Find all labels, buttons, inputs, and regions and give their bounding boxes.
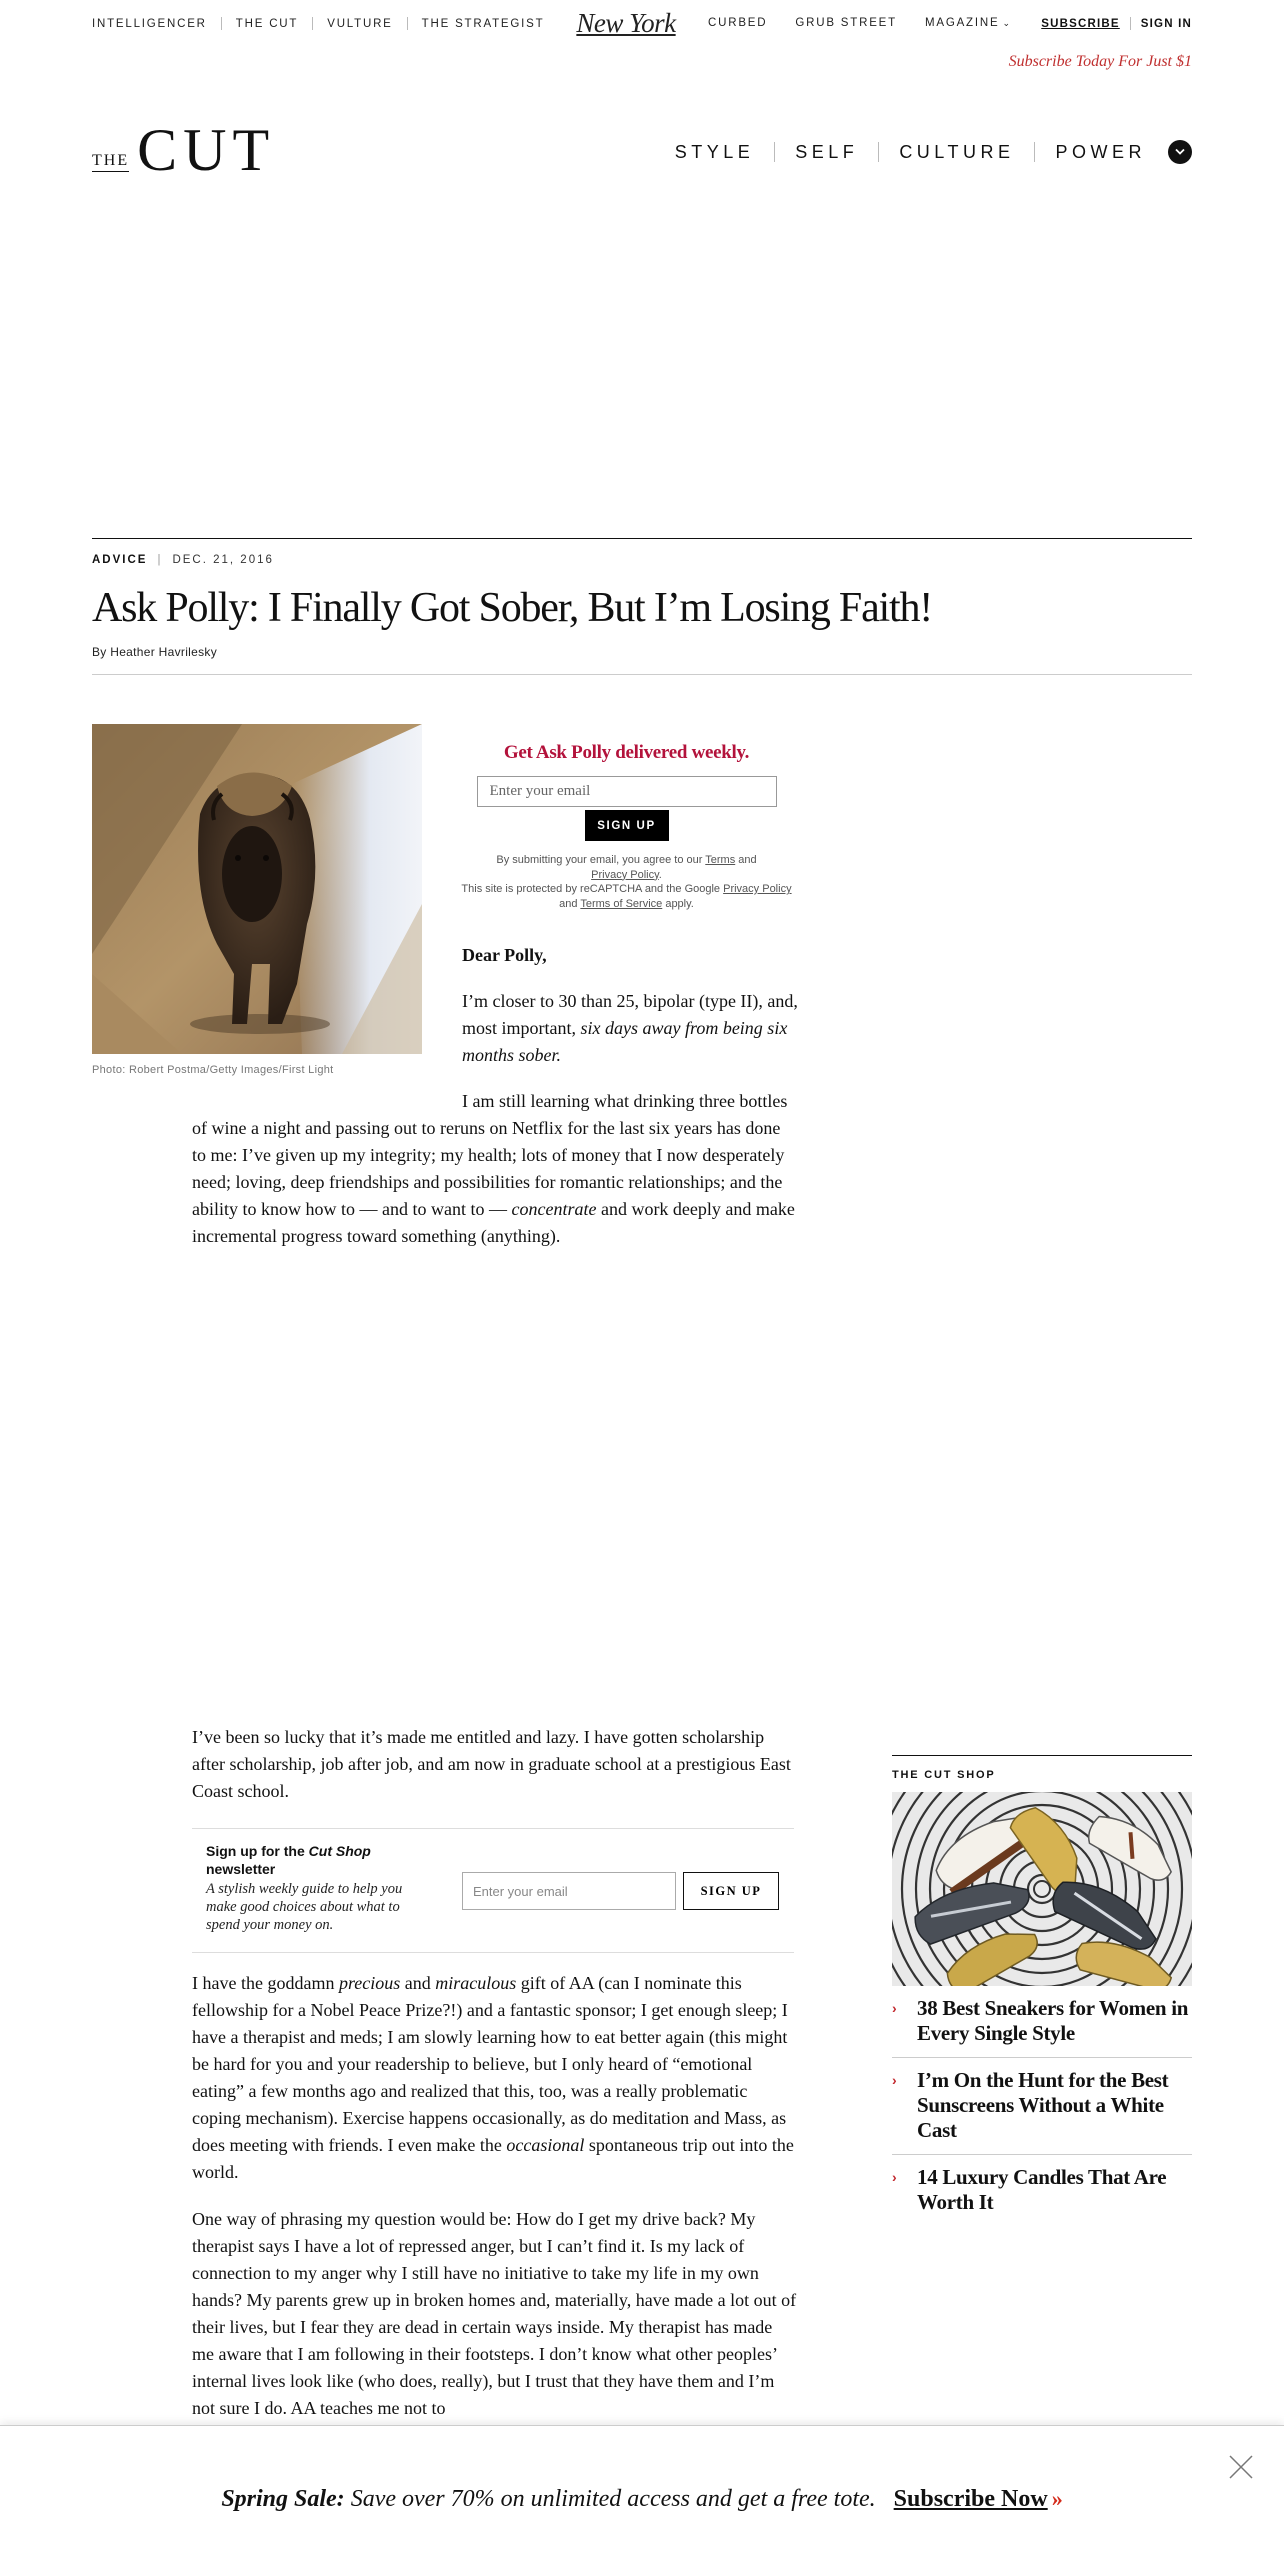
emphasis: precious <box>338 1973 401 1993</box>
legal-text: . <box>658 868 662 881</box>
logo-the: THE <box>92 152 129 172</box>
lead-image-bison <box>92 724 422 1054</box>
shop-item-title: I’m On the Hunt for the Best Sunscreens Without a White Cast <box>917 2068 1169 2142</box>
network-link-the-cut[interactable]: THE CUT <box>235 17 299 30</box>
offer-text: Save over 70% on unlimited access and get a free tote. <box>350 2486 876 2512</box>
subscribe-promo-link[interactable]: Subscribe Today For Just $1 <box>1008 53 1192 70</box>
text-run: and <box>400 1973 436 1993</box>
divider: | <box>157 554 163 566</box>
close-icon[interactable] <box>1228 2454 1254 2480</box>
network-link-curbed[interactable]: CURBED <box>708 17 768 29</box>
body-paragraph <box>462 988 798 1069</box>
double-arrow-icon: » <box>1051 2486 1063 2511</box>
emphasis: occasional <box>506 2135 585 2155</box>
article-kicker <box>92 554 274 566</box>
title-text: newsletter <box>206 1861 276 1877</box>
the-cut-logo[interactable] <box>92 117 276 183</box>
title-text: Sign up for the <box>206 1843 309 1859</box>
network-link-intelligencer[interactable]: INTELLIGENCER <box>92 17 207 30</box>
divider <box>221 17 222 30</box>
body-paragraph: One way of phrasing my question would be: How do I get my drive back? My therapist says I have a lot of repressed anger, but I can’t find it. Is my lack of connection to my anger why I still have no initiative to take my life in my own hands? My parents grew up in broken homes and, materially, have made a lot out of their lives, but I fear they are dead in certain ways inside. My therapist has made me aware that I am following in their footsteps. I don’t know what other peoples’ internal lives look like (who does, really), but I trust that they have them and I’m not sure I do. AA teaches me not to <box>192 2209 797 2418</box>
terms-link[interactable]: Terms <box>705 854 736 866</box>
shop-item-title: 14 Luxury Candles That Are Worth It <box>917 2165 1167 2214</box>
subscribe-now-link[interactable]: Subscribe Now <box>893 2486 1048 2512</box>
recaptcha-text: apply. <box>662 897 694 910</box>
masthead <box>92 117 1192 190</box>
google-privacy-link[interactable]: Privacy Policy <box>723 883 792 895</box>
legal-text: and <box>735 854 757 866</box>
text-run: spontaneous trip out into the world. <box>192 2135 794 2182</box>
divider <box>407 17 408 30</box>
photo-credit: Photo: Robert Postma/Getty Images/First Light <box>92 1064 334 1076</box>
cut-shop-sidebar <box>892 1755 1192 2226</box>
network-links-left <box>92 17 544 30</box>
polly-signup-button[interactable]: SIGN UP <box>585 810 669 841</box>
signup-title: Get Ask Polly delivered weekly. <box>503 742 750 763</box>
chevron-right-icon: › <box>892 2072 897 2088</box>
newsletter-description: A stylish weekly guide to help you make good choices about what to spend your money on. <box>206 1881 403 1933</box>
salutation: Dear Polly, <box>462 945 547 965</box>
divider <box>1034 142 1035 162</box>
article-date: DEC. 21, 2016 <box>172 554 274 566</box>
subscribe-link[interactable]: SUBSCRIBE <box>1041 17 1120 30</box>
sidebar-rule <box>892 1755 1192 1756</box>
google-terms-link[interactable]: Terms of Service <box>580 897 663 910</box>
chevron-right-icon: › <box>892 2000 897 2016</box>
body-paragraph: I’ve been so lucky that it’s made me entitled and lazy. I have gotten scholarship after scholarship, job after job, and am now in graduate school at a prestigious East Coast school. <box>192 1727 791 1801</box>
sidebar-label: THE CUT SHOP <box>892 1769 996 1781</box>
polly-email-input[interactable] <box>477 776 777 807</box>
nav-culture[interactable]: CULTURE <box>899 141 1015 162</box>
byline: By Heather Havrilesky <box>92 645 218 659</box>
sign-in-link[interactable]: SIGN IN <box>1140 17 1192 30</box>
network-link-grub-street[interactable]: GRUB STREET <box>795 17 897 29</box>
rubric-link[interactable]: ADVICE <box>92 554 148 566</box>
body-paragraph <box>192 1970 798 2186</box>
signup-legal <box>460 853 793 911</box>
text-run: I have the goddamn <box>192 1973 339 1993</box>
chevron-right-icon: › <box>892 2169 897 2185</box>
chevron-down-icon: ⌄ <box>1002 18 1012 28</box>
divider <box>312 17 313 30</box>
recaptcha-text: and <box>559 897 581 910</box>
sale-label: Spring Sale: <box>221 2486 345 2512</box>
shop-item-title: 38 Best Sneakers for Women in Every Single Style <box>917 1996 1189 2045</box>
title-emphasis: Cut Shop <box>308 1843 371 1859</box>
recaptcha-text: This site is protected by reCAPTCHA and the Google <box>461 883 724 895</box>
shop-item[interactable] <box>892 1986 1192 2058</box>
subscription-banner <box>0 2425 1284 2568</box>
shop-signup-button[interactable]: SIGN UP <box>683 1872 779 1910</box>
shop-item[interactable] <box>892 2058 1192 2155</box>
nav-power[interactable]: POWER <box>1055 141 1146 162</box>
network-link-the-strategist[interactable]: THE STRATEGIST <box>421 17 545 30</box>
cut-shop-newsletter <box>192 1828 794 1953</box>
header-rule <box>92 538 1192 539</box>
network-link-magazine[interactable] <box>925 17 1012 29</box>
nav-self[interactable]: SELF <box>795 141 859 162</box>
shop-email-input[interactable] <box>462 1872 676 1910</box>
sneakers-thumbnail[interactable] <box>892 1792 1192 1986</box>
text-run: I am still learning what drinking three bottles of wine a night and passing out to reruns on Netflix for the last six years has done to me: I’ve given up my integrity; my health; lots of money that I now desperately need; loving, deep friendships and possibilities for romantic relationships; and the ability to know how to — and to want to — <box>192 1091 788 1219</box>
magazine-label: MAGAZINE <box>924 17 1000 29</box>
newsletter-title <box>206 1842 431 1878</box>
menu-chevron-icon[interactable] <box>1168 140 1192 164</box>
header-divider <box>92 674 1192 675</box>
article-headline: Ask Polly: I Finally Got Sober, But I’m Losing Faith! <box>92 585 933 631</box>
ask-polly-signup <box>460 742 793 911</box>
emphasis: six days away from being six months sober. <box>462 1018 788 1065</box>
legal-text: By submitting your email, you agree to our <box>496 854 706 866</box>
privacy-policy-link[interactable]: Privacy Policy <box>591 868 659 881</box>
divider <box>878 142 879 162</box>
network-link-vulture[interactable]: VULTURE <box>327 17 393 30</box>
network-bar <box>92 0 1192 48</box>
network-links-right <box>708 17 1012 29</box>
text-run: I’m closer to 30 than 25, bipolar (type II), and, most important, <box>462 991 798 1038</box>
logo-cut: CUT <box>137 117 276 183</box>
nav-style[interactable]: STYLE <box>674 141 755 162</box>
text-run: gift of AA (can I nominate this fellowship for a Nobel Peace Prize?!) and a fantastic sponsor; I get enough sleep; I have a therapist and meds; I am slowly learning how to eat better again (this might be hard for you and your readership to believe, but I only heard of “emotional eating” a few months ago and realized that this, too, was a really problematic coping mechanism). Exercise happens occasionally, as do meditation and Mass, as does meeting with friends. I even make the <box>192 1973 788 2155</box>
text-run: and work deeply and make incremental progress toward something (anything). <box>192 1199 795 1246</box>
newsletter-copy <box>206 1842 431 1934</box>
divider <box>1130 17 1131 30</box>
banner-message <box>0 2486 1284 2513</box>
shop-item[interactable] <box>892 2155 1192 2226</box>
main-nav <box>675 140 1192 164</box>
body-paragraph <box>192 1088 798 1250</box>
emphasis: miraculous <box>435 1973 517 1993</box>
account-links <box>1041 17 1192 30</box>
emphasis: concentrate <box>511 1199 597 1219</box>
new-york-logo[interactable]: New York <box>576 8 676 38</box>
divider <box>774 142 775 162</box>
